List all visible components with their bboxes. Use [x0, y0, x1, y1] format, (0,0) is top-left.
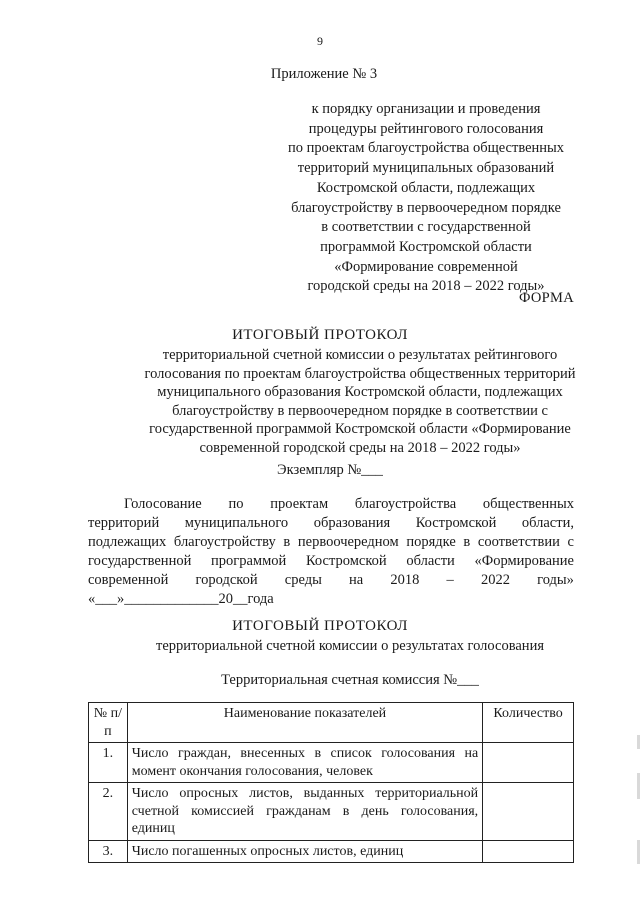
protocol2-title: ИТОГОВЫЙ ПРОТОКОЛ	[232, 618, 408, 634]
row-num: 2.	[89, 783, 128, 841]
row-num: 3.	[89, 840, 128, 863]
voting-paragraph	[88, 495, 574, 609]
appendix-line: в соответствии с государственной	[321, 219, 531, 236]
voting-word: –	[446, 572, 454, 588]
voting-word: с	[567, 534, 574, 550]
voting-word: области	[406, 553, 455, 569]
protocol-subtitle-line: территориальной счетной комиссии о результатах рейтингового	[162, 347, 558, 363]
appendix-line: к порядку организации и проведения	[311, 101, 541, 117]
exemplar-number: Экземпляр №___	[277, 462, 383, 478]
appendix-line: городской среды на 2018 – 2022 годы»	[307, 278, 545, 295]
protocol-subtitle-line: современной городской среды на 2018 – 2022 годы»	[199, 439, 521, 456]
appendix-title: Приложение № 3	[270, 66, 378, 82]
header-qty: Количество	[483, 703, 574, 743]
table-row	[89, 783, 574, 841]
row-qty-cell[interactable]	[483, 840, 574, 863]
voting-word: «Формирование	[474, 553, 574, 569]
voting-date-line: «___»_____________20__года	[88, 591, 274, 607]
row-qty-cell[interactable]	[483, 783, 574, 841]
row-name: Число опросных листов, выданных территориальной счетной комиссией гражданам в день голосования, единиц	[127, 783, 482, 841]
header-num: № п/п	[89, 703, 128, 743]
appendix-line: территорий муниципальных образований	[297, 160, 555, 177]
voting-word: порядке	[406, 534, 456, 550]
voting-line	[88, 533, 574, 552]
voting-word: современной	[88, 572, 169, 588]
voting-word: программой	[211, 553, 287, 569]
form-label: ФОРМА	[518, 290, 574, 306]
row-name: Число погашенных опросных листов, единиц	[127, 840, 482, 863]
voting-word: первоочередном	[297, 534, 399, 550]
voting-line	[88, 495, 574, 514]
page-number: 9	[317, 34, 323, 48]
appendix-line: по проектам благоустройства общественных	[287, 140, 565, 157]
table-row	[89, 743, 574, 783]
protocol-subtitle-line: благоустройству в первоочередном порядке в соответствии с	[172, 402, 548, 419]
row-qty-cell[interactable]	[483, 743, 574, 783]
voting-line	[88, 514, 574, 533]
voting-line	[88, 571, 574, 590]
protocol2-subtitle: территориальной счетной комиссии о результатах голосования	[155, 638, 544, 654]
table-row	[89, 840, 574, 863]
voting-word: благоустройства	[354, 496, 457, 512]
appendix-line: программой Костромской области	[320, 238, 532, 255]
voting-word: на	[349, 572, 364, 588]
voting-word: Костромской	[305, 553, 387, 569]
protocol-subtitle-line: муниципального образования Костромской области, подлежащих	[157, 384, 563, 401]
voting-word: в	[463, 534, 471, 550]
protocol-subtitle-line: государственной программой Костромской области «Формирование	[149, 421, 571, 438]
voting-word: среды	[284, 572, 322, 588]
appendix-line: благоустройству в первоочередном порядке	[291, 199, 561, 216]
protocol-title: ИТОГОВЫЙ ПРОТОКОЛ	[232, 327, 408, 343]
voting-word: государственной	[88, 553, 192, 569]
table-header-row	[89, 703, 574, 743]
header-name: Наименование показателей	[127, 703, 482, 743]
voting-word: в	[283, 534, 291, 550]
voting-word: образования	[313, 515, 391, 531]
voting-word: Костромской	[415, 515, 497, 531]
voting-word: по	[228, 496, 244, 512]
voting-word: 2022	[480, 572, 510, 588]
voting-word: соответствии	[477, 534, 560, 550]
protocol-subtitle	[80, 346, 640, 458]
appendix-line: Костромской области, подлежащих	[316, 179, 536, 196]
appendix-line: «Формирование современной	[334, 258, 518, 275]
commission-number: Территориальная счетная комиссия №___	[221, 672, 479, 688]
voting-word: проектам	[270, 496, 329, 512]
appendix-line: процедуры рейтингового голосования	[308, 120, 544, 137]
row-name: Число граждан, внесенных в список голосования на момент окончания голосования, человек	[127, 743, 482, 783]
voting-word: городской	[195, 572, 258, 588]
voting-word: Голосование	[124, 496, 202, 512]
voting-line	[88, 552, 574, 571]
appendix-description	[256, 100, 596, 297]
voting-word: годы»	[537, 572, 574, 588]
voting-word: благоустройству	[173, 534, 276, 550]
voting-word: территорий	[88, 515, 160, 531]
voting-word: подлежащих	[88, 534, 167, 550]
row-num: 1.	[89, 743, 128, 783]
voting-word: муниципального	[184, 515, 289, 531]
protocol-subtitle-line: голосования по проектам благоустройства общественных территорий	[144, 365, 576, 382]
voting-word: области,	[521, 515, 574, 531]
voting-word: общественных	[482, 496, 574, 512]
voting-word: 2018	[390, 572, 420, 588]
indicators-table	[88, 702, 574, 863]
